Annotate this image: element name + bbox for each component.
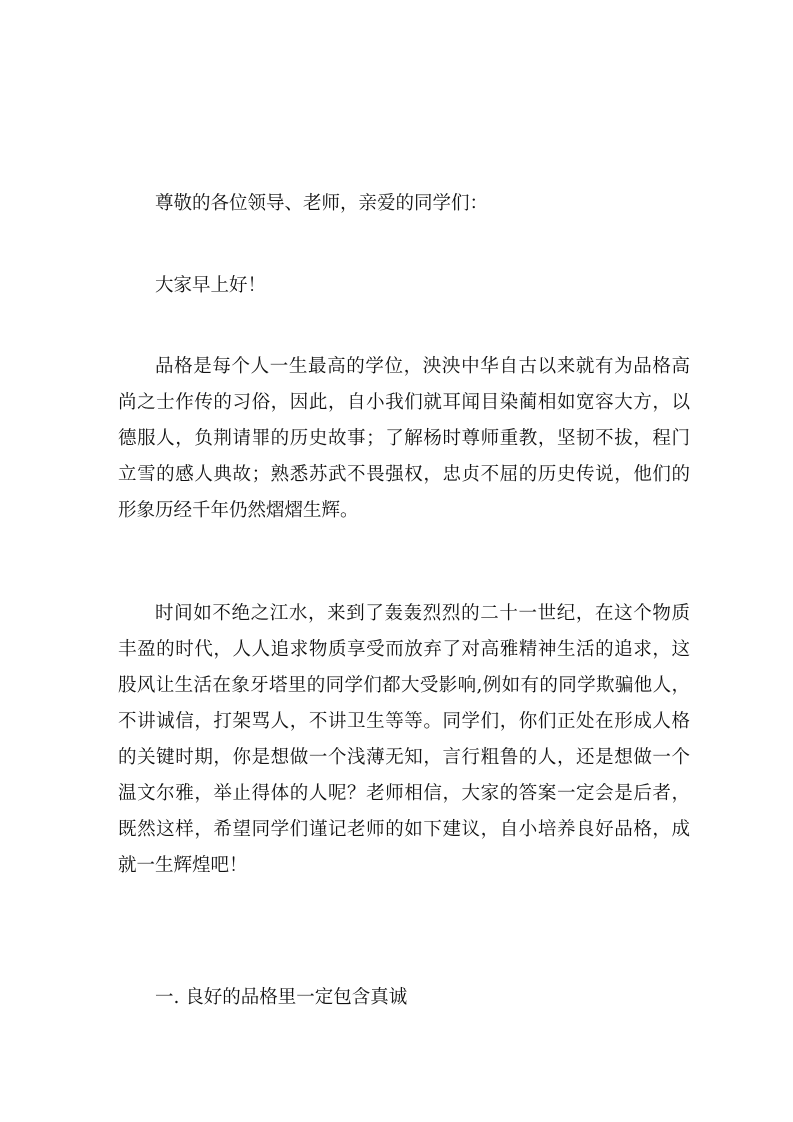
salutation-line: 大家早上好！ (155, 275, 267, 296)
section-heading: 一. 良好的品格里一定包含真诚 (155, 987, 408, 1008)
body-paragraph-2: 时间如不绝之江水，来到了轰轰烈烈的二十一世纪，在这个物质丰盈的时代，人人追求物质享受而放弃了对高雅精神生活的追求，这股风让生活在象牙塔里的同学们都大受影响,例如有的同学欺骗他人，不讲诚信，打架骂人，不讲卫生等等。同学们，你们正处在形成人格的关键时期，你是想做一个浅薄无知，言行粗鲁的人，还是想做一个温文尔雅，举止得体的人呢？老师相信，大家的答案一定会是后者，既然这样，希望同学们谨记老师的如下建议，自小培养良好品格，成就一生辉煌吧！ (118, 603, 690, 876)
greeting-line: 尊敬的各位领导、老师，亲爱的同学们： (155, 193, 489, 214)
body-paragraph-1: 品格是每个人一生最高的学位，泱泱中华自古以来就有为品格高尚之士作传的习俗，因此，自小我们就耳闻目染蔺相如宽容大方，以德服人，负荆请罪的历史故事；了解杨时尊师重教，坚韧不拔，程门立雪的感人典故；熟悉苏武不畏强权，忠贞不屈的历史传说，他们的形象历经千年仍然熠熠生辉。 (118, 356, 690, 521)
